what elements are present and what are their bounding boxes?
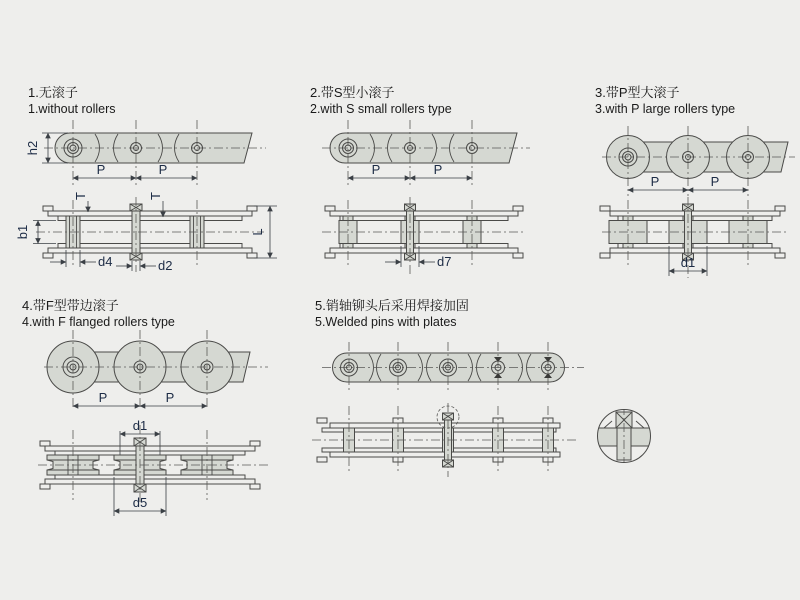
section4-title-en: 4.with F flanged rollers type <box>22 315 175 329</box>
d1-dimension-label: d1 <box>132 418 148 433</box>
section1-plan-view <box>15 192 277 273</box>
d5-dimension-label: d5 <box>132 495 148 510</box>
section2-title-zh: 2.带S型小滚子 <box>310 85 395 100</box>
section3-title-en: 3.with P large rollers type <box>595 102 736 116</box>
d7-dimension-label: d7 <box>437 254 452 269</box>
pitch-label: P <box>650 174 660 189</box>
pitch-label: P <box>98 390 108 405</box>
section-3 <box>595 85 795 278</box>
section3-elevation-view <box>602 126 795 196</box>
d2-dimension-label: d2 <box>158 258 173 273</box>
plate-thickness-label: T <box>148 192 163 200</box>
pitch-label: P <box>165 390 175 405</box>
pitch-label: P <box>158 162 168 177</box>
pitch-label: P <box>96 162 106 177</box>
section1-title-zh: 1.无滚子 <box>28 85 78 100</box>
section3-title-zh: 3.带P型大滚子 <box>595 85 680 100</box>
section-1 <box>15 85 277 273</box>
h2-dimension-label: h2 <box>25 140 40 156</box>
pitch-label: P <box>710 174 720 189</box>
section5-elevation-view <box>322 342 584 392</box>
d7-dimension <box>385 246 451 269</box>
section1-title-en: 1.without rollers <box>28 102 116 116</box>
section1-elevation-view <box>25 120 266 186</box>
section-2 <box>310 85 530 274</box>
plate-thickness-label: T <box>73 192 88 200</box>
section4-title-zh: 4.带F型带边滚子 <box>22 298 119 313</box>
b1-dimension-label: b1 <box>15 224 30 240</box>
pitch-label: P <box>371 162 381 177</box>
d1-dimension-label: d1 <box>680 255 696 270</box>
section2-plan-view <box>322 197 526 274</box>
d4-dimension-label: d4 <box>98 254 113 269</box>
section5-title-en: 5.Welded pins with plates <box>315 315 457 329</box>
section4-elevation-view <box>44 330 268 410</box>
section2-title-en: 2.with S small rollers type <box>310 102 452 116</box>
pitch-label: P <box>433 162 443 177</box>
d2-dimension <box>116 258 172 273</box>
section3-plan-view <box>600 197 788 278</box>
pin-length-dimension <box>250 206 277 258</box>
section5-title-zh: 5.销轴铆头后采用焊接加固 <box>315 298 469 313</box>
section-5 <box>312 298 652 477</box>
section5-plan-view <box>312 403 578 477</box>
pitch-dimensions <box>73 162 197 178</box>
section2-elevation-view <box>322 120 530 186</box>
pin-length-label: L <box>250 228 265 236</box>
plate-thickness-dimensions <box>73 192 163 217</box>
weld-detail-view <box>596 406 652 466</box>
section-4 <box>22 298 268 516</box>
section4-plan-view <box>38 418 268 516</box>
